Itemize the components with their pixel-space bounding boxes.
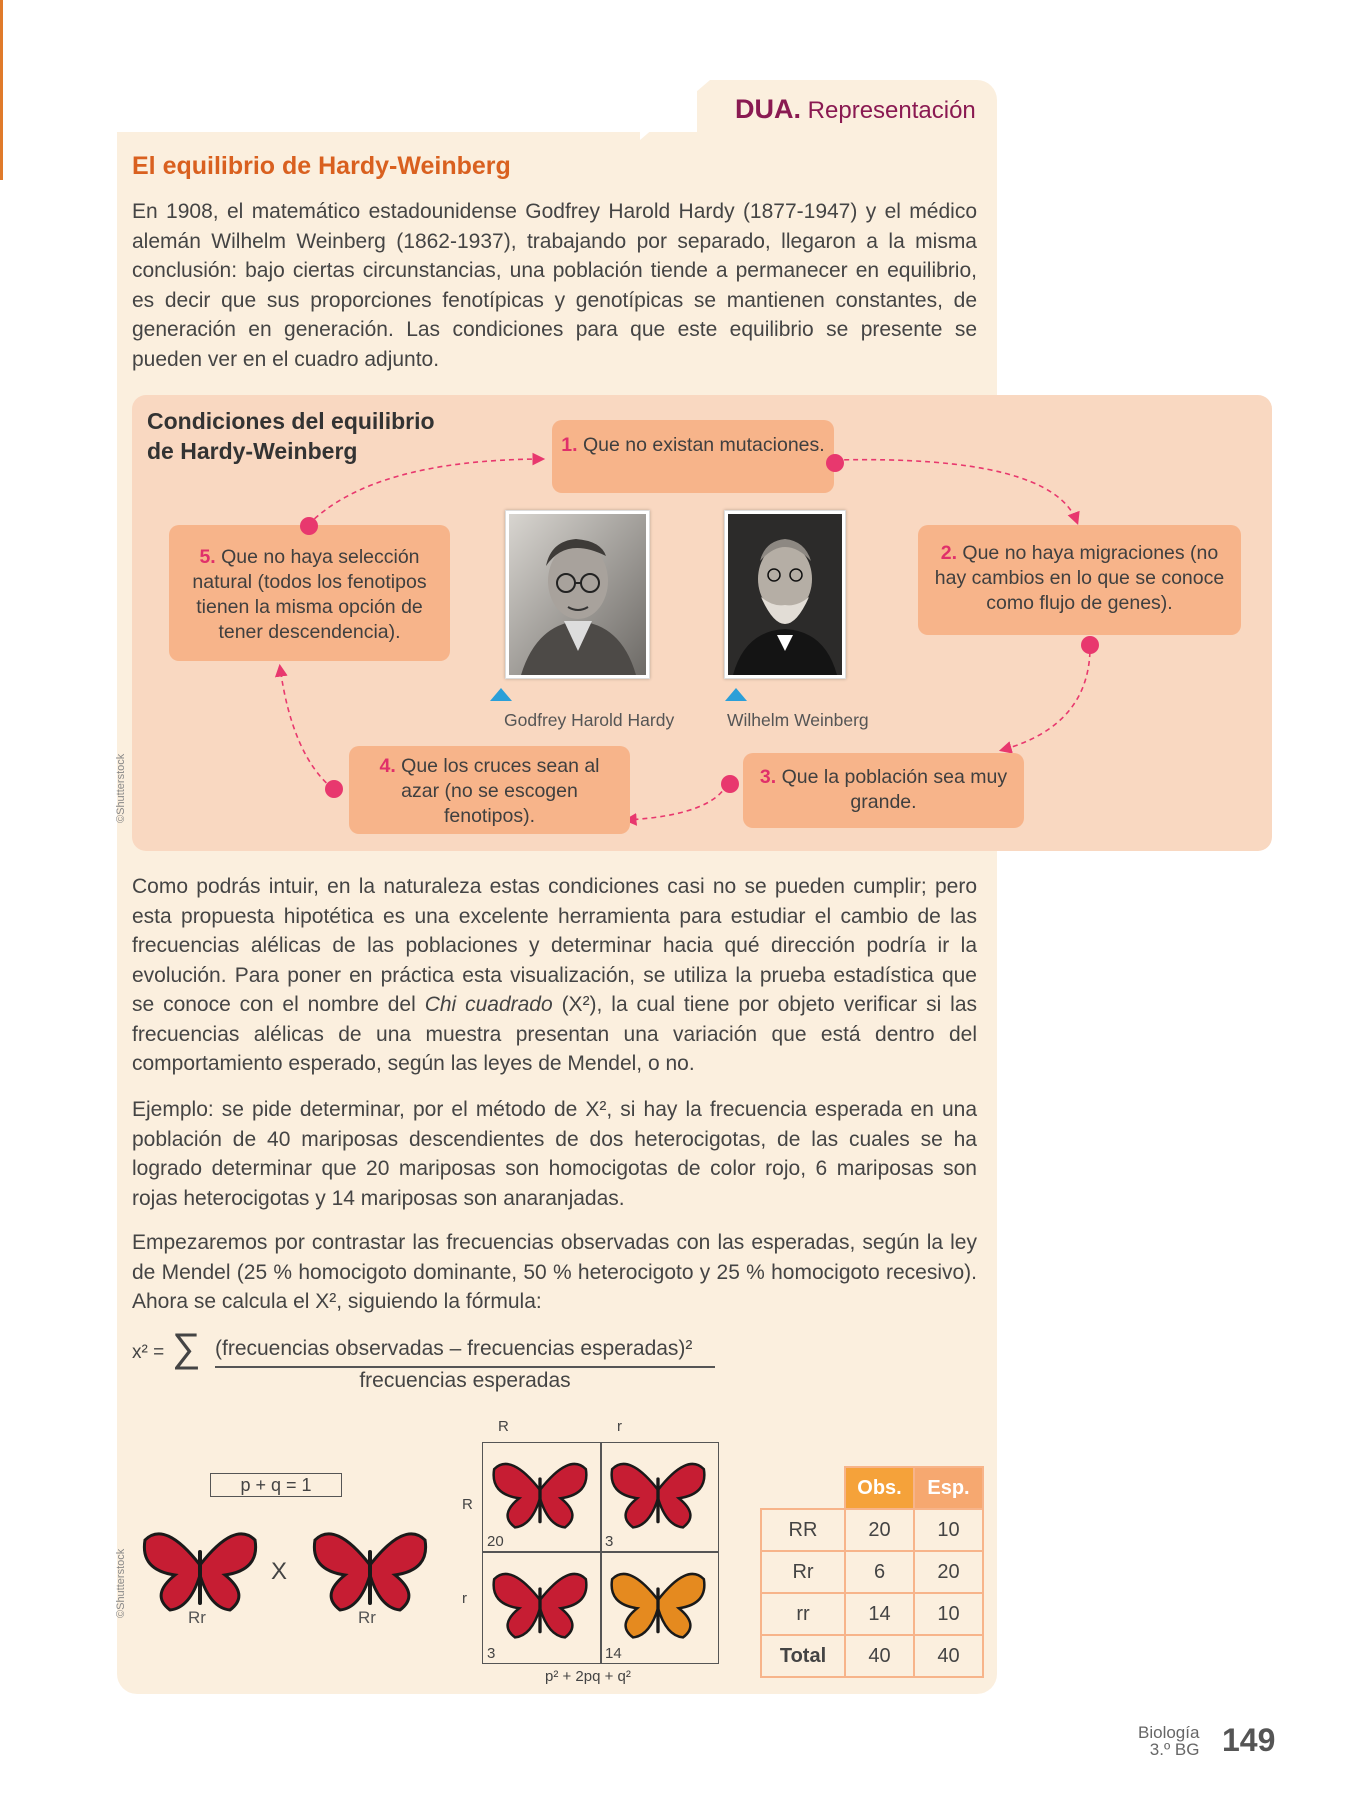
table-row: RR 20 10 — [761, 1509, 983, 1551]
connector-dot — [826, 454, 844, 472]
portrait-weinberg-icon — [725, 511, 845, 678]
weinberg-photo — [724, 510, 846, 679]
condition-4-box: 4. Que los cruces sean al azar (no se escogen fenotipos). — [349, 746, 630, 834]
punnett-count-Rr-1: 3 — [605, 1533, 614, 1550]
condition-1-box: 1. Que no existan mutaciones. — [552, 420, 834, 493]
footer-subject: Biología 3.º BG — [1138, 1723, 1200, 1759]
formula-lhs: x² = — [132, 1342, 165, 1363]
arrow-4-to-5 — [280, 667, 333, 789]
punnett-row-r: r — [462, 1590, 467, 1607]
table-row: rr 14 10 — [761, 1593, 983, 1635]
butterfly-red-icon — [490, 1562, 590, 1642]
formula-numerator: (frecuencias observadas – frecuencias esperadas)² — [215, 1337, 693, 1360]
caption-marker-icon — [725, 688, 747, 701]
punnett-count-rr: 14 — [605, 1645, 622, 1662]
table-row: Rr 6 20 — [761, 1551, 983, 1593]
weinberg-caption: Wilhelm Weinberg — [727, 710, 869, 730]
table-total-row: Total 40 40 — [761, 1635, 983, 1677]
panel-top-cutout — [117, 80, 697, 132]
condition-2-box: 2. Que no haya migraciones (no hay cambios en lo que se conoce como flujo de genes). — [918, 525, 1241, 635]
connector-dot — [1081, 636, 1099, 654]
connector-dot — [721, 775, 739, 793]
punnett-col-r: r — [617, 1418, 622, 1435]
intro-paragraph: En 1908, el matemático estadounidense Godfrey Harold Hardy (1877-1947) y el médico alemán Wilhelm Weinberg (1862-1937), trabajando por separado, llegaron a la misma conclusión: bajo ciertas circunstancias, una población tiende a permanecer en equilibrio, es decir que sus proporciones fenotípicas y genotípicas se mantienen constantes, de generación en generación. Las condiciones para que este equilibrio se presente se pueden ver en el cuadro adjunto. — [132, 200, 977, 371]
portrait-hardy-icon — [506, 511, 649, 678]
body-paragraph-3: Empezaremos por contrastar las frecuencias observadas con las esperadas, según la ley de Mendel (25 % homocigoto dominante, 50 % heterocigoto y 25 % homocigoto recesivo). Ahora se calcula el X², siguiendo la fórmula: — [132, 1231, 977, 1313]
butterfly-red-icon — [490, 1452, 590, 1532]
cross-symbol: X — [271, 1558, 288, 1585]
connector-dot — [325, 780, 343, 798]
dua-label: DUA. Representación — [735, 94, 976, 124]
parent1-genotype: Rr — [188, 1608, 206, 1627]
butterfly-red-icon — [310, 1520, 430, 1615]
condition-3-box: 3. Que la población sea muy grande. — [743, 753, 1024, 828]
table-header-row — [761, 1467, 983, 1509]
butterfly-red-icon — [608, 1452, 708, 1532]
connector-dot — [300, 517, 318, 535]
chi-square-table — [760, 1466, 984, 1678]
body-paragraph-1: Como podrás intuir, en la naturaleza estas condiciones casi no se pueden cumplir; pero esta propuesta hipotética es una excelente herramienta para estudiar el cambio de las frecuencias alélicas de las poblaciones y determinar hacia qué dirección podría ir la evolución. Para poner en práctica esta visualización, se utiliza la prueba estadística que se conoce con el nombre del Chi cuadrado (X²), la cual tiene por objeto verificar si las frecuencias alélicas de una muestra presentan una variación que está dentro del comportamiento esperado, según las leyes de Mendel, o no. — [132, 875, 978, 1075]
punnett-count-Rr-2: 3 — [487, 1645, 496, 1662]
punnett-footer: p² + 2pq + q² — [545, 1668, 631, 1685]
caption-marker-icon — [490, 688, 512, 701]
parent2-genotype: Rr — [358, 1608, 376, 1627]
condition-5-box: 5. Que no haya selección natural (todos los fenotipos tienen la misma opción de tener descendencia). — [169, 525, 450, 661]
fraction-bar — [215, 1366, 715, 1368]
hardy-caption: Godfrey Harold Hardy — [504, 710, 675, 730]
header-esp: Esp. — [914, 1467, 983, 1509]
formula-denominator: frecuencias esperadas — [359, 1369, 571, 1392]
sigma-symbol: ∑ — [172, 1326, 201, 1370]
conditions-title: Condiciones del equilibrio de Hardy-Weinberg — [147, 408, 435, 464]
punnett-row-R: R — [462, 1496, 473, 1513]
arrow-3-to-4 — [627, 784, 727, 820]
header-obs: Obs. — [845, 1467, 914, 1509]
butterfly-orange-icon — [608, 1562, 708, 1642]
punnett-count-RR: 20 — [487, 1533, 504, 1550]
punnett-col-R: R — [498, 1418, 509, 1435]
hardy-photo — [505, 510, 650, 679]
photo-credit: ©Shutterstock — [115, 753, 127, 823]
butterfly-credit: ©Shutterstock — [115, 1548, 127, 1618]
butterfly-red-icon — [140, 1520, 260, 1615]
left-margin-rule — [0, 0, 3, 180]
arrow-2-to-3 — [1002, 643, 1090, 750]
arrow-1-to-2 — [835, 460, 1077, 522]
page-number: 149 — [1222, 1722, 1276, 1758]
body-paragraph-2: Ejemplo: se pide determinar, por el método de X², si hay la frecuencia esperada en una población de 40 mariposas descendientes de dos heterocigotas, de las cuales se ha logrado determinar que 20 mariposas son homocigotas de color rojo, 6 mariposas son rojas heterocigotas y 14 mariposas son anaranjadas. — [132, 1098, 977, 1210]
pq-equation: p + q = 1 — [210, 1473, 342, 1497]
section-title: El equilibrio de Hardy-Weinberg — [132, 152, 511, 180]
